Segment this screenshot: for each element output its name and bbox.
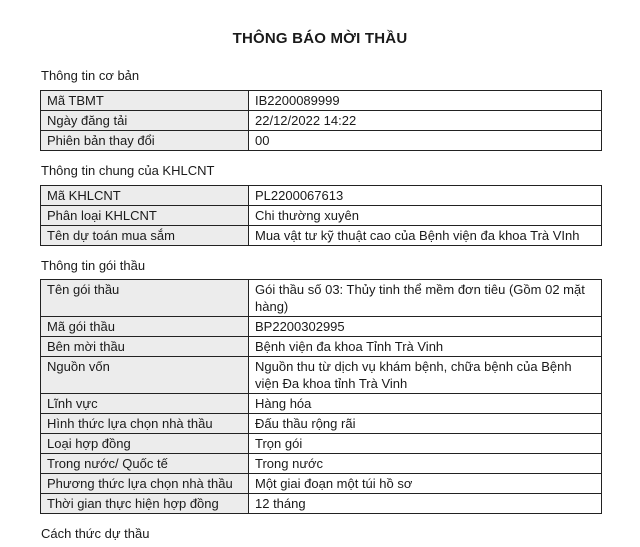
row-value: Mua vật tư kỹ thuật cao của Bệnh viện đa khoa Trà VInh [249, 226, 602, 246]
row-value: Gói thầu số 03: Thủy tinh thể mềm đơn tiêu (Gồm 02 mặt hàng) [249, 280, 602, 317]
row-label: Phương thức lựa chọn nhà thầu [41, 474, 249, 494]
table-row [41, 111, 602, 131]
row-value: Trong nước [249, 454, 602, 474]
row-label: Loại hợp đồng [41, 434, 249, 454]
row-label: Lĩnh vực [41, 394, 249, 414]
table-row [41, 434, 602, 454]
table-row [41, 91, 602, 111]
table-row [41, 454, 602, 474]
document-title: THÔNG BÁO MỜI THẦU [232, 30, 408, 47]
row-label: Thời gian thực hiện hợp đồng [41, 494, 249, 514]
basic-info-table [40, 90, 602, 151]
row-value: Trọn gói [249, 434, 602, 454]
row-label: Tên gói thầu [41, 280, 249, 317]
row-label: Bên mời thầu [41, 337, 249, 357]
row-label: Phân loại KHLCNT [41, 206, 249, 226]
table-row [41, 206, 602, 226]
table-row [41, 280, 602, 317]
table-row [41, 186, 602, 206]
row-label: Nguồn vốn [41, 357, 249, 394]
table-row [41, 357, 602, 394]
row-label: Mã KHLCNT [41, 186, 249, 206]
table-row [41, 337, 602, 357]
table-row [41, 226, 602, 246]
row-label: Trong nước/ Quốc tế [41, 454, 249, 474]
row-value: IB2200089999 [249, 91, 602, 111]
section-heading-bidding-method: Cách thức dự thầu [41, 526, 150, 541]
row-value: Hàng hóa [249, 394, 602, 414]
package-info-table [40, 279, 602, 514]
section-heading-khlcnt: Thông tin chung của KHLCNT [41, 163, 215, 178]
row-value: Nguồn thu từ dịch vụ khám bệnh, chữa bệnh của Bệnh viện Đa khoa tỉnh Trà Vinh [249, 357, 602, 394]
section-heading-basic-info: Thông tin cơ bản [41, 68, 140, 83]
row-value: Bệnh viện đa khoa Tỉnh Trà Vinh [249, 337, 602, 357]
row-value: 22/12/2022 14:22 [249, 111, 602, 131]
row-value: Chi thường xuyên [249, 206, 602, 226]
row-label: Mã gói thầu [41, 317, 249, 337]
row-value: 12 tháng [249, 494, 602, 514]
row-label: Ngày đăng tải [41, 111, 249, 131]
khlcnt-table [40, 185, 602, 246]
row-value: Đấu thầu rộng rãi [249, 414, 602, 434]
row-label: Phiên bản thay đổi [41, 131, 249, 151]
table-row [41, 317, 602, 337]
table-row [41, 414, 602, 434]
row-value: 00 [249, 131, 602, 151]
row-value: Một giai đoạn một túi hồ sơ [249, 474, 602, 494]
row-label: Tên dự toán mua sắm [41, 226, 249, 246]
row-value: BP2200302995 [249, 317, 602, 337]
table-row [41, 474, 602, 494]
table-row [41, 131, 602, 151]
table-row [41, 494, 602, 514]
table-row [41, 394, 602, 414]
row-label: Mã TBMT [41, 91, 249, 111]
row-value: PL2200067613 [249, 186, 602, 206]
section-heading-package-info: Thông tin gói thầu [41, 258, 146, 273]
row-label: Hình thức lựa chọn nhà thầu [41, 414, 249, 434]
